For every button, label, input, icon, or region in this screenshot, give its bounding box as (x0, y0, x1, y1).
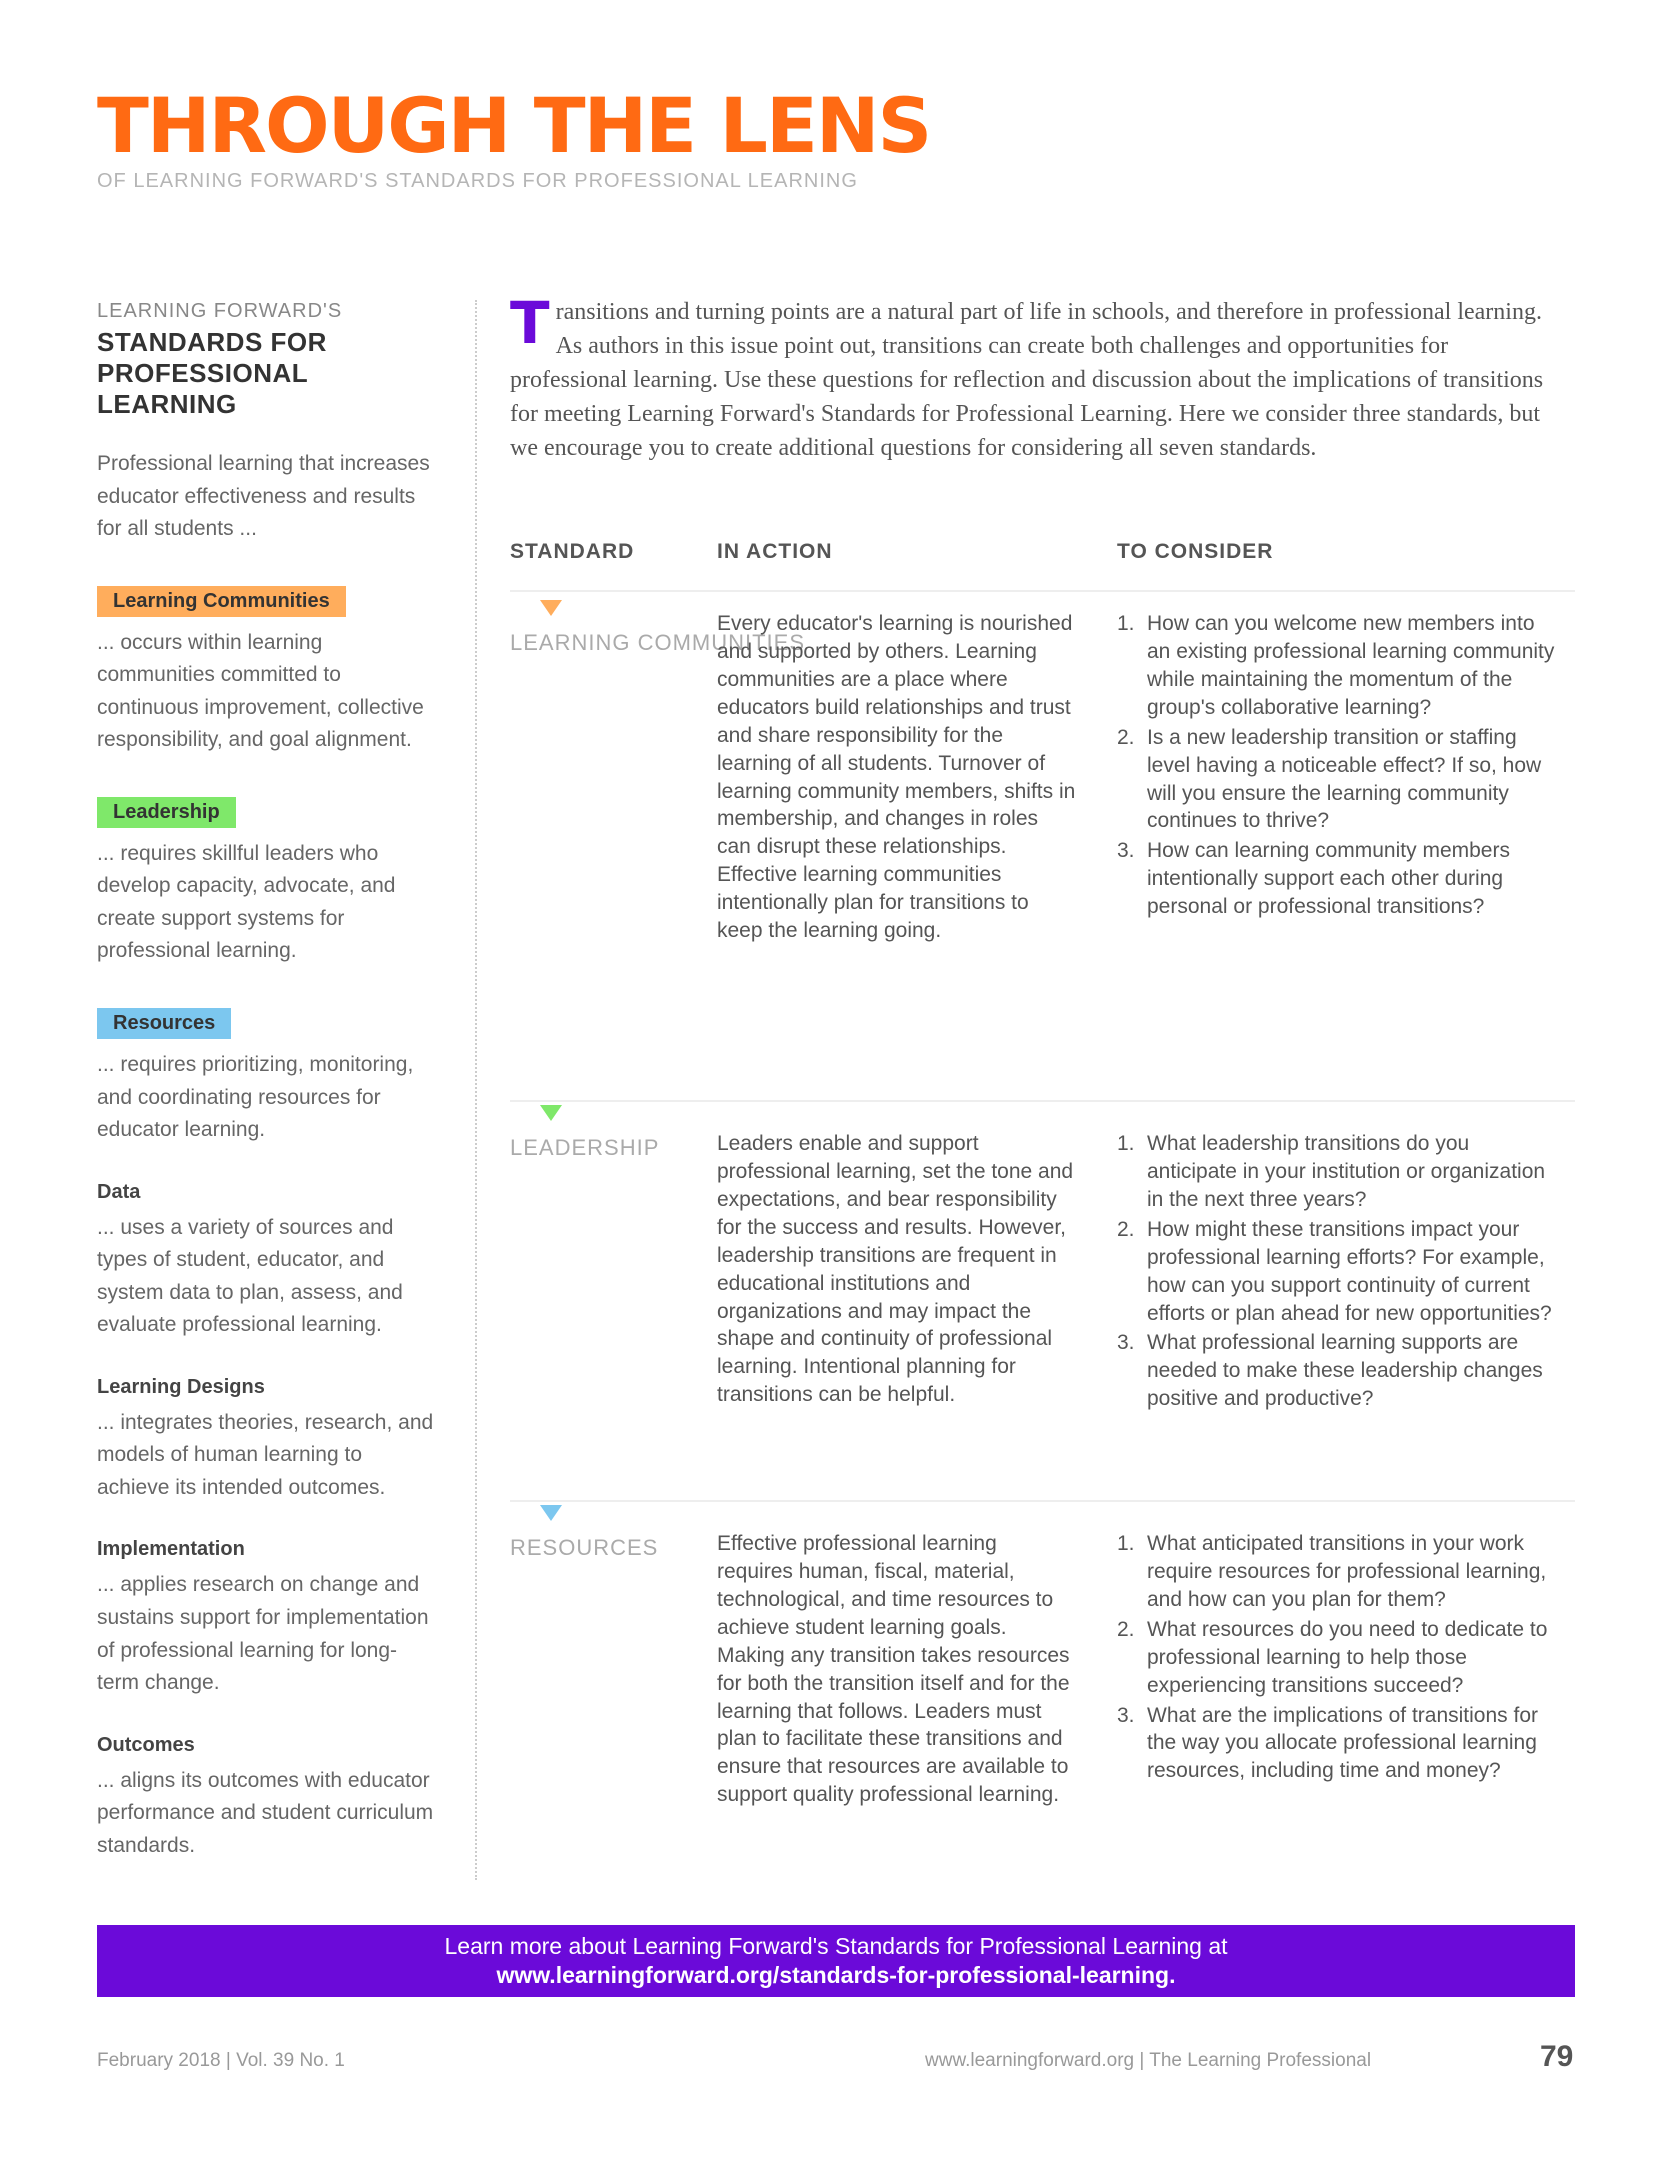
sidebar-item-text: ... integrates theories, research, and models of human learning to achieve its intended outcomes. (97, 1410, 434, 1499)
sidebar-item-title: Implementation (97, 1538, 245, 1561)
footer-publication: www.learningforward.org | The Learning Professional (925, 2050, 1372, 2071)
standard-name: LEARNING COMMUNITIES (510, 630, 806, 655)
sidebar-heading: STANDARDS FOR PROFESSIONAL LEARNING (97, 327, 327, 419)
triangle-marker-icon (540, 1505, 562, 1521)
page-title: THROUGH THE LENS (97, 81, 931, 170)
in-action-text: Every educator's learning is nourished and supported by others. Learning communities are a place where educators build relationships and trust and share responsibility for the learning of all students. Turnover of learning community members, shifts in membership, and changes in roles can disrupt these relationships. Effective learning communities intentionally plan for transitions to keep the learning going. (717, 612, 1076, 943)
column-header-in-action: IN ACTION (717, 540, 833, 563)
consider-item: 1. What anticipated transitions in your work require resources for professional learning, and how can you plan for them? (1117, 1532, 1547, 1611)
consider-list (1117, 1130, 1557, 1415)
intro-text: ransitions and turning points are a natural part of life in schools, and therefore in professional learning. As authors in this issue point out, transitions can create both challenges and opportunities for professional learning. Use these questions for reflection and discussion about the implications of transitions for meeting Learning Forward's Standards for Professional Learning. Here we consider three standards, but we encourage you to create additional questions for considering all seven standards. (510, 299, 1544, 462)
consider-item: 1. How can you welcome new members into an existing professional learning community while maintaining the momentum of the group's collaborative learning? (1117, 612, 1555, 719)
in-action-text: Leaders enable and support professional learning, set the tone and expectations, and bear responsibility for the success and results. However, leadership transitions are frequent in educational institutions and organizations and may impact the shape and continuity of professional learning. Intentional planning for transitions can be helpful. (717, 1132, 1074, 1407)
column-divider (475, 300, 478, 1880)
in-action-text: Effective professional learning requires human, fiscal, material, technological, and time resources to achieve student learning goals. Making any transition takes resources for both the transition itself and for the learning that follows. Leaders must plan to facilitate these transitions and ensure that resources are available to support quality professional learning. (717, 1532, 1070, 1807)
standard-name: LEADERSHIP (510, 1135, 660, 1160)
triangle-marker-icon (540, 1105, 562, 1121)
sidebar-item-text: ... aligns its outcomes with educator performance and student curriculum standards. (97, 1768, 434, 1857)
row-rule (510, 1500, 1575, 1502)
column-header-to-consider: TO CONSIDER (1117, 540, 1274, 563)
triangle-marker-icon (540, 600, 562, 616)
learning-communities-text: ... occurs within learning communities committed to continuous improvement, collective responsibility, and goal alignment. (97, 630, 424, 752)
consider-item: 2. Is a new leadership transition or staffing level having a noticeable effect? If so, how will you ensure the learning community continues to thrive? (1117, 725, 1542, 833)
resources-text: ... requires prioritizing, monitoring, and coordinating resources for educator learning. (97, 1053, 414, 1142)
consider-item: 1. What leadership transitions do you anticipate in your institution or organization in the next three years? (1117, 1132, 1546, 1211)
consider-item: 3. What are the implications of transitions for the way you allocate professional learning resources, including time and money? (1117, 1703, 1539, 1783)
page-number: 79 (1540, 2040, 1574, 2073)
sidebar-item-title: Data (97, 1180, 141, 1203)
row-rule (510, 1100, 1575, 1102)
consider-item: 3. How can learning community members intentionally support each other during personal or professional transitions? (1117, 839, 1510, 919)
sidebar-item-title: Outcomes (97, 1733, 195, 1756)
drop-cap: T (510, 289, 550, 357)
tag-learning-communities: Learning Communities (97, 586, 346, 617)
header-rule (510, 590, 1575, 592)
banner-link[interactable]: www.learningforward.org/standards-for-professional-learning. (496, 1962, 1176, 1988)
tag-resources: Resources (97, 1008, 231, 1039)
sidebar-item-text: ... uses a variety of sources and types of student, educator, and system data to plan, assess, and evaluate professional learning. (97, 1215, 403, 1337)
consider-item: 2. How might these transitions impact your professional learning efforts? For example, how can you support continuity of current efforts or plan ahead for new opportunities? (1117, 1217, 1552, 1325)
leadership-text: ... requires skillful leaders who develop capacity, advocate, and create support systems for professional learning. (97, 841, 396, 963)
sidebar-item-text: ... applies research on change and sustains support for implementation of professional learning for long-term change. (97, 1573, 429, 1695)
tag-leadership: Leadership (97, 797, 236, 828)
footer-issue: February 2018 | Vol. 39 No. 1 (97, 2050, 345, 2071)
sidebar-item-learning-designs (97, 1376, 442, 1505)
standard-name: RESOURCES (510, 1535, 659, 1560)
sidebar-item-data (97, 1181, 442, 1342)
consider-item: 2. What resources do you need to dedicate to professional learning to help those experiencing transitions succeed? (1117, 1617, 1548, 1697)
banner-text: Learn more about Learning Forward's Standards for Professional Learning at (444, 1933, 1228, 1959)
sidebar-item-outcomes (97, 1734, 442, 1863)
consider-list (1117, 1530, 1557, 1787)
sidebar-item-implementation (97, 1538, 442, 1699)
learn-more-banner (97, 1925, 1575, 1997)
column-header-standard: STANDARD (510, 540, 635, 563)
sidebar-item-title: Learning Designs (97, 1375, 265, 1398)
standards-sidebar (97, 300, 442, 1862)
page-subtitle: OF LEARNING FORWARD'S STANDARDS FOR PROFESSIONAL LEARNING (97, 170, 858, 192)
sidebar-kicker: LEARNING FORWARD'S (97, 300, 343, 322)
consider-item: 3. What professional learning supports are needed to make these leadership changes positive and productive? (1117, 1331, 1543, 1411)
consider-list (1117, 610, 1557, 923)
intro-paragraph (510, 289, 1560, 465)
sidebar-intro: Professional learning that increases educator effectiveness and results for all students ... (97, 452, 430, 541)
